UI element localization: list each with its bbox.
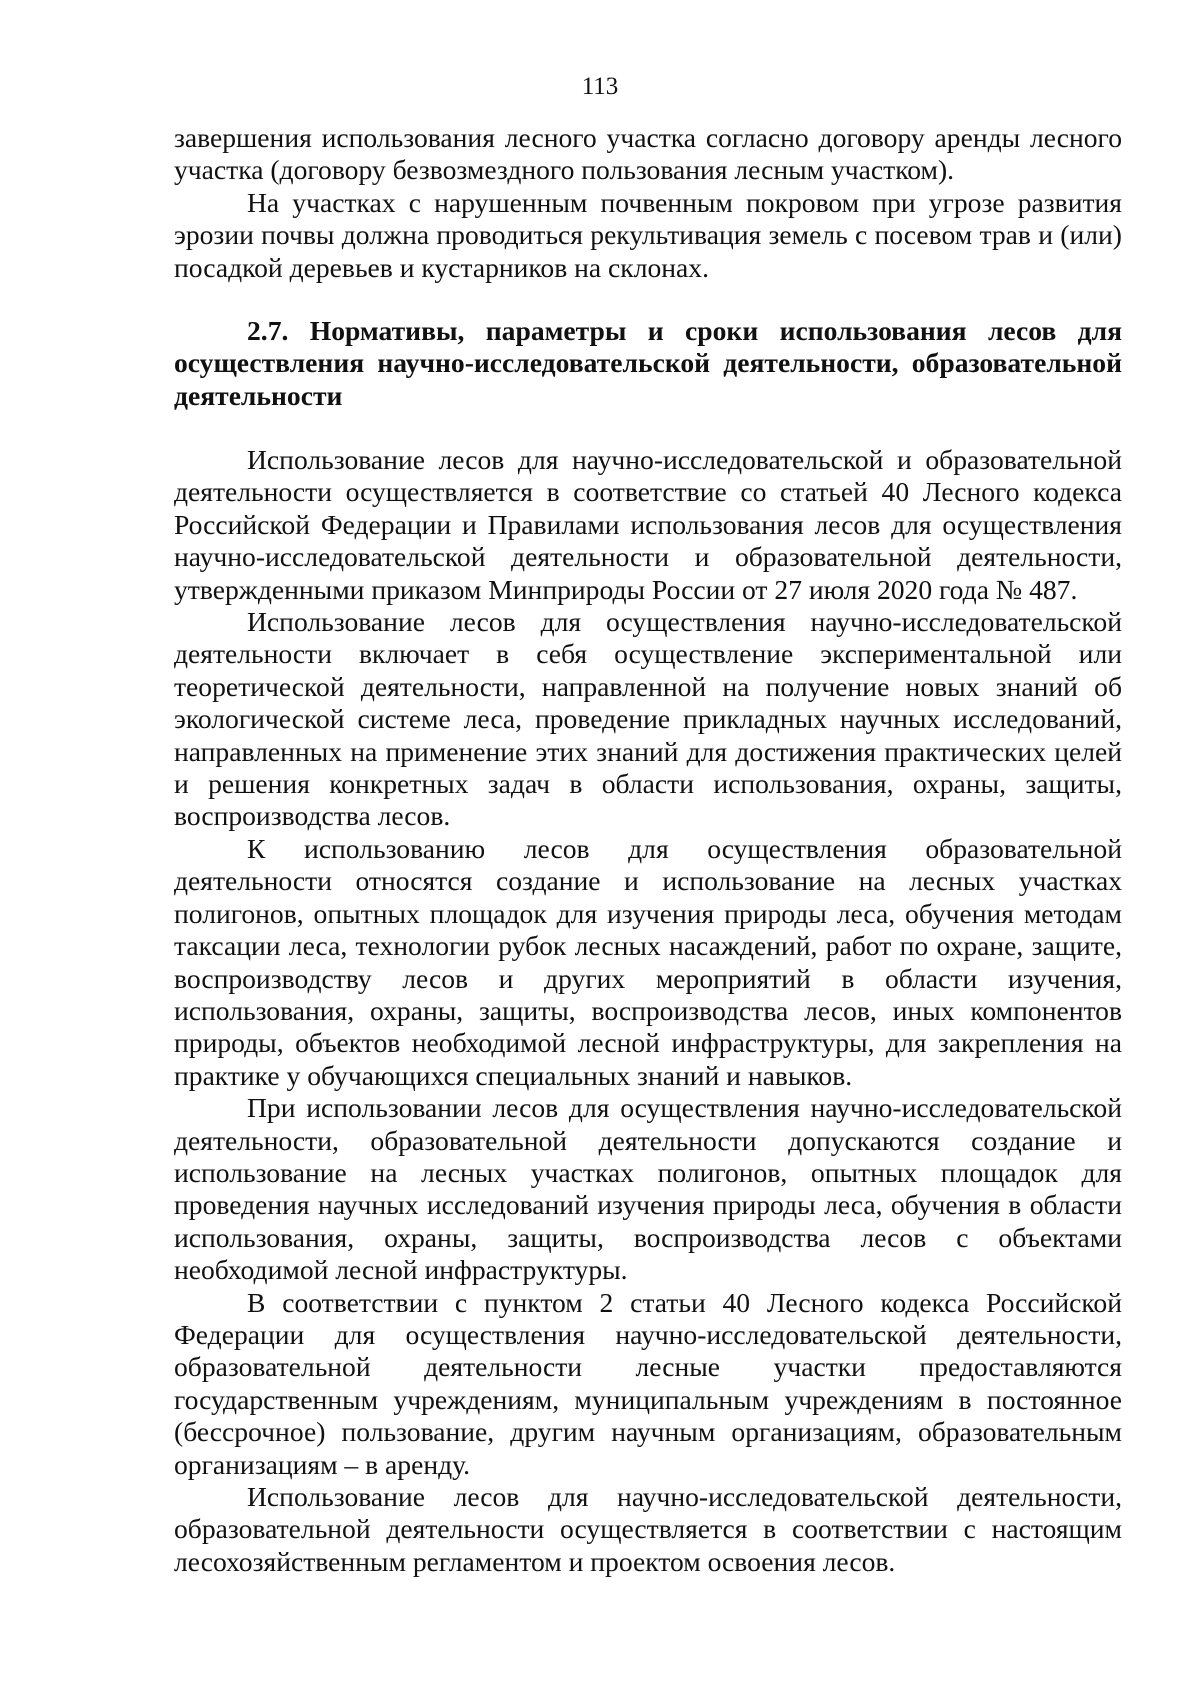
section-body [174, 444, 1122, 1578]
paragraph: Использование лесов для осуществления научно-исследовательской деятельности включает в себя осуществление экспериментальной или теоретической деятельности, направленной на получение новых знаний об экологической системе леса, проведение прикладных научных исследований, направленных на применение этих знаний для достижения практических целей и решения конкретных задач в области использования, охраны, защиты, воспроизводства лесов. [174, 606, 1122, 832]
paragraph: Использование лесов для научно-исследовательской деятельности, образовательной деятельности осуществляется в соответствии с настоящим лесохозяйственным регламентом и проектом освоения лесов. [174, 1481, 1122, 1577]
paragraph: При использовании лесов для осуществления научно-исследовательской деятельности, образовательной деятельности допускаются создание и использование на лесных участках полигонов, опытных площадок для проведения научных исследований изучения природы леса, обучения в области использования, охраны, защиты, воспроизводства лесов с объектами необходимой лесной инфраструктуры. [174, 1092, 1122, 1286]
paragraph: Использование лесов для научно-исследовательской и образовательной деятельности осуществляется в соответствие со статьей 40 Лесного кодекса Российской Федерации и Правилами использования лесов для осуществления научно-исследовательской деятельности и образовательной деятельности, утвержденными приказом Минприроды России от 27 июля 2020 года № 487. [174, 444, 1122, 605]
paragraph: К использованию лесов для осуществления образовательной деятельности относятся создание и использование на лесных участках полигонов, опытных площадок для изучения природы леса, обучения методам таксации леса, технологии рубок лесных насаждений, работ по охране, защите, воспроизводству лесов и других мероприятий в области изучения, использования, охраны, защиты, воспроизводства лесов, иных компонентов природы, объектов необходимой лесной инфраструктуры, для закрепления на практике у обучающихся специальных знаний и навыков. [174, 832, 1122, 1091]
paragraph: На участках с нарушенным почвенным покровом при угрозе развития эрозии почвы должна проводиться рекультивация земель с посевом трав и (или) посадкой деревьев и кустарников на склонах. [174, 186, 1122, 283]
continued-paragraph: завершения использования лесного участка согласно договору аренды лесного участка (договору безвозмездного пользования лесным участком). [174, 122, 1122, 186]
page-number: 113 [581, 73, 619, 100]
intro-block [174, 122, 1122, 284]
section-heading: 2.7. Нормативы, параметры и сроки использования лесов для осуществления научно-исследовательской деятельности, образовательной деятельности [174, 315, 1122, 411]
paragraph: В соответствии с пунктом 2 статьи 40 Лесного кодекса Российской Федерации для осуществления научно-исследовательской деятельности, образовательной деятельности лесные участки предоставляются государственным учреждениям, муниципальным учреждениям в постоянное (бессрочное) пользование, другим научным организациям, образовательным организациям – в аренду. [174, 1286, 1122, 1480]
section-heading-block [174, 315, 1122, 412]
